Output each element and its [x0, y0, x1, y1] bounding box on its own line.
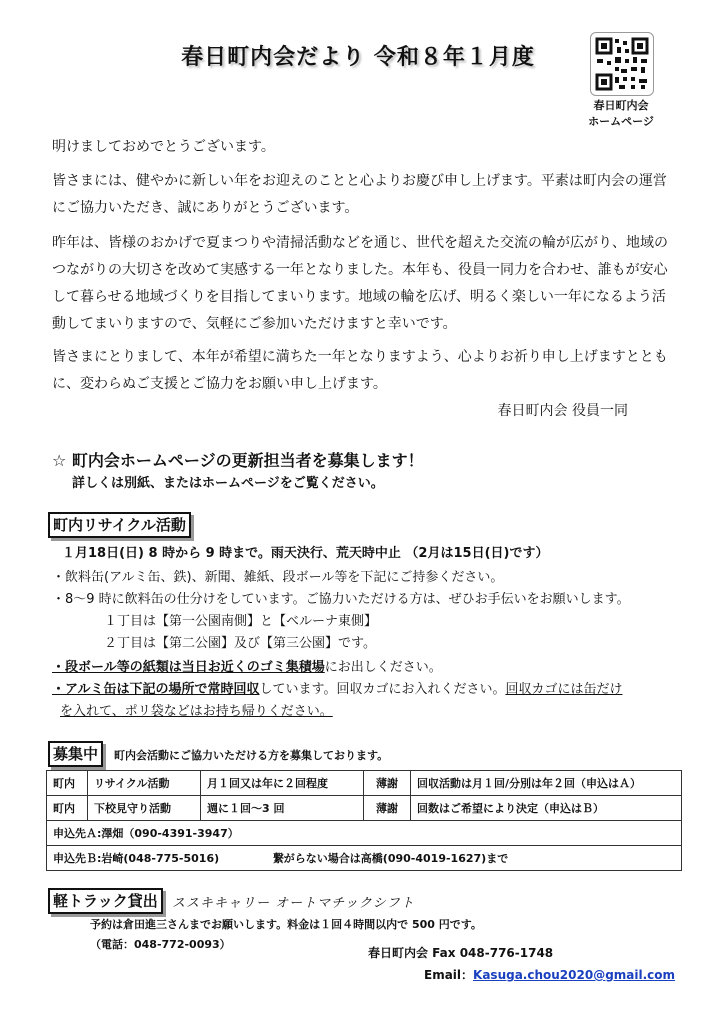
- greeting-paragraph: 皆さまにとりまして、本年が希望に満ちた一年となりますよう、心よりお祈り申し上げますとともに、変わらぬご支援とご協力をお願い申し上げます。: [52, 349, 668, 392]
- recycle-location: ２丁目は【第二公園】及び【第三公園】です。: [104, 636, 376, 651]
- recycle-note: [52, 656, 442, 675]
- greeting-opening: 明けましておめでとうございます。: [52, 139, 275, 155]
- recycle-note: [52, 678, 622, 697]
- table-cell: 月１回又は年に２回程度: [201, 771, 364, 796]
- email-link[interactable]: Kasuga.chou2020@gmail.com: [473, 968, 676, 982]
- recruit-contact-b: 申込先Ｂ:岩崎(048-775-5016): [53, 852, 220, 865]
- table-cell: 薄謝: [364, 796, 411, 821]
- section-heading-truck: 軽トラック貸出: [48, 888, 163, 914]
- recycle-item: ・飲料缶(アルミ缶、鉄)、新聞、雑紙、段ボール等を下記にご持参ください。: [52, 570, 504, 585]
- table-row: [47, 796, 682, 821]
- greeting-paragraph: 昨年は、皆様のおかげで夏まつりや清掃活動などを通じ、世代を超えた交流の輪が広がり、地域のつながりの大切さを改めて実感する一年となりました。本年も、役員一同力を合わせ、誰もが安心して暮らせる地域づくりを目指してまいります。地域の輪を広げ、明るく楽しい一年になるよう活動してまいりますので、気軽にご参加いただけますと幸いです。: [52, 235, 668, 332]
- recycle-item: ・8～9 時に飲料缶の仕分けをしています。ご協力いただける方は、ぜひお手伝いをお願いします。: [52, 592, 630, 607]
- table-cell: 下校見守り活動: [88, 796, 201, 821]
- section-heading-recruit: 募集中: [48, 741, 103, 767]
- recycle-schedule: １月18日(日) 8 時から 9 時まで。雨天決行、荒天時中止 （2月は15日(日)です）: [62, 546, 549, 561]
- table-row: [47, 846, 682, 871]
- recruit-contact-b-alt: 繋がらない場合は高橋(090-4019-1627)まで: [272, 852, 509, 865]
- table-cell: 申込先Ａ:澤畑（090-4391-3947）: [47, 821, 682, 846]
- table-cell: 週に１回～3 回: [201, 796, 364, 821]
- recycle-note-continued: を入れて、ポリ袋などはお持ち帰りください。: [60, 704, 333, 719]
- recycle-note-underline: 回収カゴには缶だけ: [505, 682, 623, 697]
- footer-email: [424, 966, 675, 983]
- section-heading-recycle: 町内リサイクル活動: [48, 512, 191, 538]
- recycle-note-emphasis: ・段ボール等の紙類は当日お近くのゴミ集積場: [52, 660, 325, 675]
- table-cell: 町内: [47, 771, 88, 796]
- truck-model: ススキキャリー オートマチックシフト: [172, 896, 415, 911]
- table-cell: 回収活動は月１回/分別は年２回（申込はＡ）: [411, 771, 682, 796]
- greeting-paragraph: 皆さまには、健やかに新しい年をお迎えのことと心よりお慶び申し上げます。平素は町内会の運営にご協力いただき、誠にありがとうございます。: [52, 173, 667, 216]
- recycle-location: １丁目は【第一公園南側】と【ベルーナ東側】: [104, 614, 378, 629]
- footer-fax: 春日町内会 Fax 048-776-1748: [368, 946, 554, 960]
- table-cell: リサイクル活動: [88, 771, 201, 796]
- announcement-headline: ☆ 町内会ホームページの更新担当者を募集します！: [52, 451, 424, 470]
- qr-code[interactable]: [590, 32, 654, 96]
- table-cell: [47, 846, 682, 871]
- recruit-table: [46, 770, 682, 871]
- recycle-note-emphasis: ・アルミ缶は下記の場所で常時回収: [52, 682, 260, 697]
- qr-label-line1: 春日町内会: [593, 99, 649, 112]
- qr-code-icon: [591, 33, 653, 95]
- announcement-detail: 詳しくは別紙、またはホームページをご覧ください。: [72, 476, 384, 491]
- email-label: Email：: [424, 968, 474, 982]
- table-cell: 回数はご希望により決定（申込はＢ）: [411, 796, 682, 821]
- table-row: [47, 771, 682, 796]
- truck-phone: （電話：048-772-0093）: [90, 938, 231, 951]
- greeting-signer: 春日町内会 役員一同: [497, 403, 628, 419]
- table-cell: 町内: [47, 796, 88, 821]
- page-title: 春日町内会だより 令和８年１月度: [181, 45, 535, 70]
- recycle-note-text: しています。回収カゴにお入れください。: [259, 682, 506, 697]
- qr-label-line2: ホームページ: [588, 115, 654, 128]
- truck-detail: 予約は倉田進三さんまでお願いします。料金は１回４時間以内で 500 円です。: [90, 918, 482, 931]
- table-cell: 薄謝: [364, 771, 411, 796]
- recycle-note-text: にお出しください。: [324, 660, 442, 675]
- recruit-intro: 町内会活動にご協力いただける方を募集しております。: [114, 749, 389, 762]
- table-row: [47, 821, 682, 846]
